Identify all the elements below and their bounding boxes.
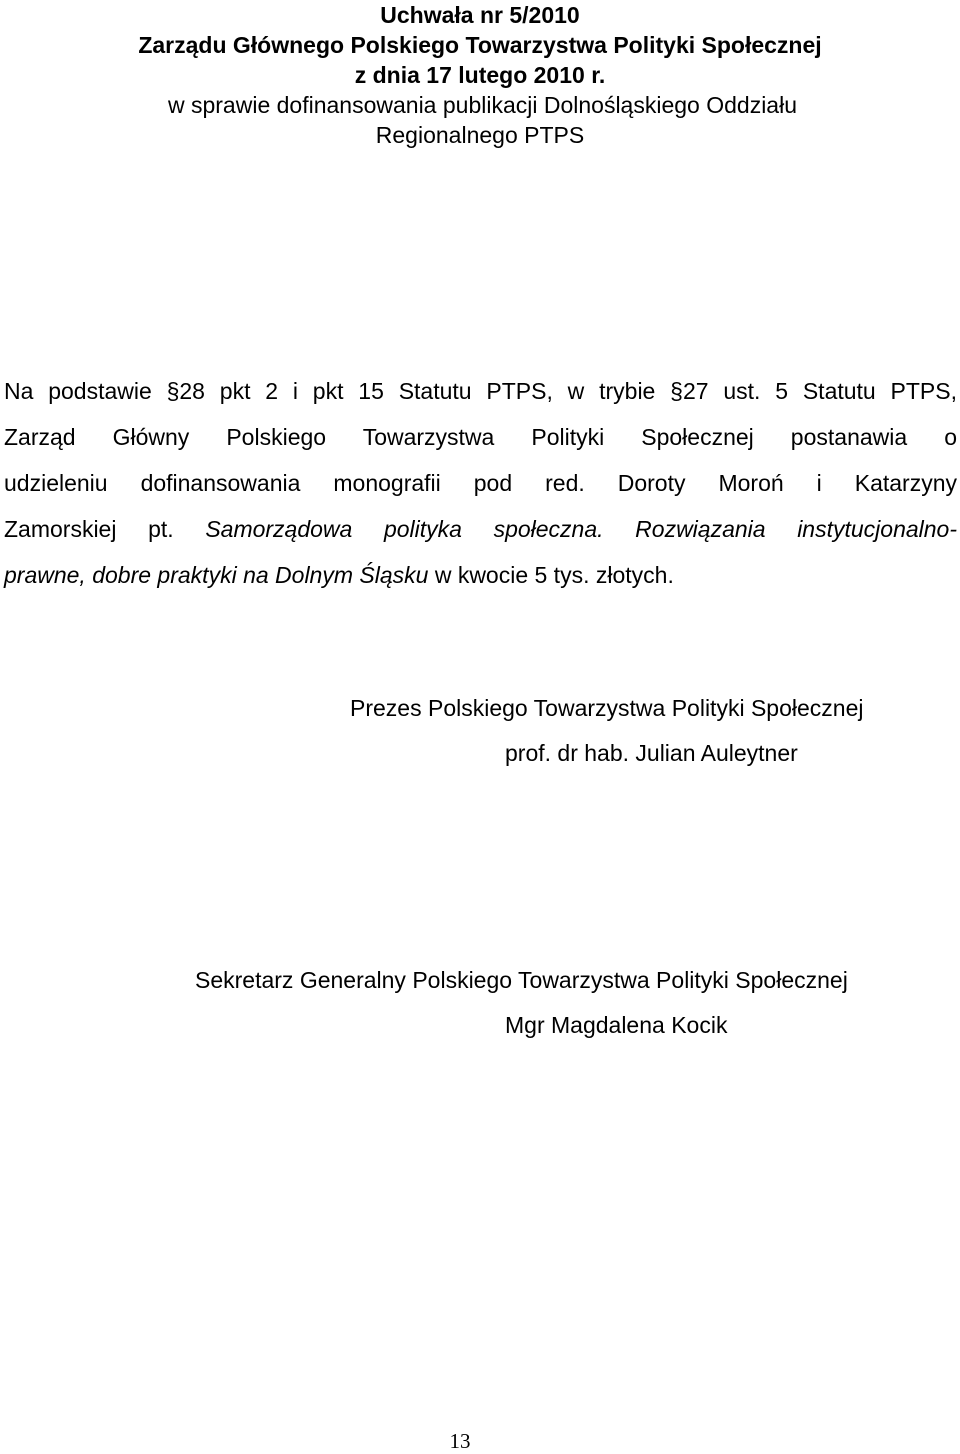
body-line-3: udzieleniu dofinansowania monografii pod red. Doroty Moroń i Katarzyny: [4, 470, 957, 496]
resolution-body: [4, 368, 957, 598]
body-line-5: [4, 552, 957, 598]
secretary-name: Mgr Magdalena Kocik: [505, 1012, 728, 1038]
resolution-title: Uchwała nr 5/2010: [380, 2, 580, 28]
body-line-4: [4, 506, 957, 552]
body-line-1: Na podstawie §28 pkt 2 i pkt 15 Statutu PTPS, w trybie §27 ust. 5 Statutu PTPS,: [4, 378, 957, 404]
body-line-2: Zarząd Główny Polskiego Towarzystwa Polityki Społecznej postanawia o: [4, 424, 957, 450]
resolution-date: z dnia 17 lutego 2010 r.: [354, 62, 606, 88]
body-line-5-text: w kwocie 5 tys. złotych.: [434, 562, 674, 588]
resolution-subject-line-1: w sprawie dofinansowania publikacji Dolnośląskiego Oddziału: [167, 92, 798, 118]
president-name: prof. dr hab. Julian Auleytner: [505, 740, 798, 766]
monograph-title-part-2: prawne, dobre praktyki na Dolnym Śląsku: [4, 562, 429, 588]
page-number: 13: [449, 1429, 471, 1453]
secretary-role: Sekretarz Generalny Polskiego Towarzystwa Polityki Społecznej: [195, 967, 848, 993]
resolution-subject-line-2: Regionalnego PTPS: [375, 122, 585, 148]
resolution-issuer: Zarządu Głównego Polskiego Towarzystwa Polityki Społecznej: [138, 32, 822, 58]
body-line-4-text: Zamorskiej pt.: [4, 516, 174, 542]
monograph-title-part-1: Samorządowa polityka społeczna. Rozwiązania instytucjonalno-: [205, 516, 957, 542]
president-role: Prezes Polskiego Towarzystwa Polityki Społecznej: [350, 695, 864, 721]
resolution-header: [0, 0, 960, 150]
